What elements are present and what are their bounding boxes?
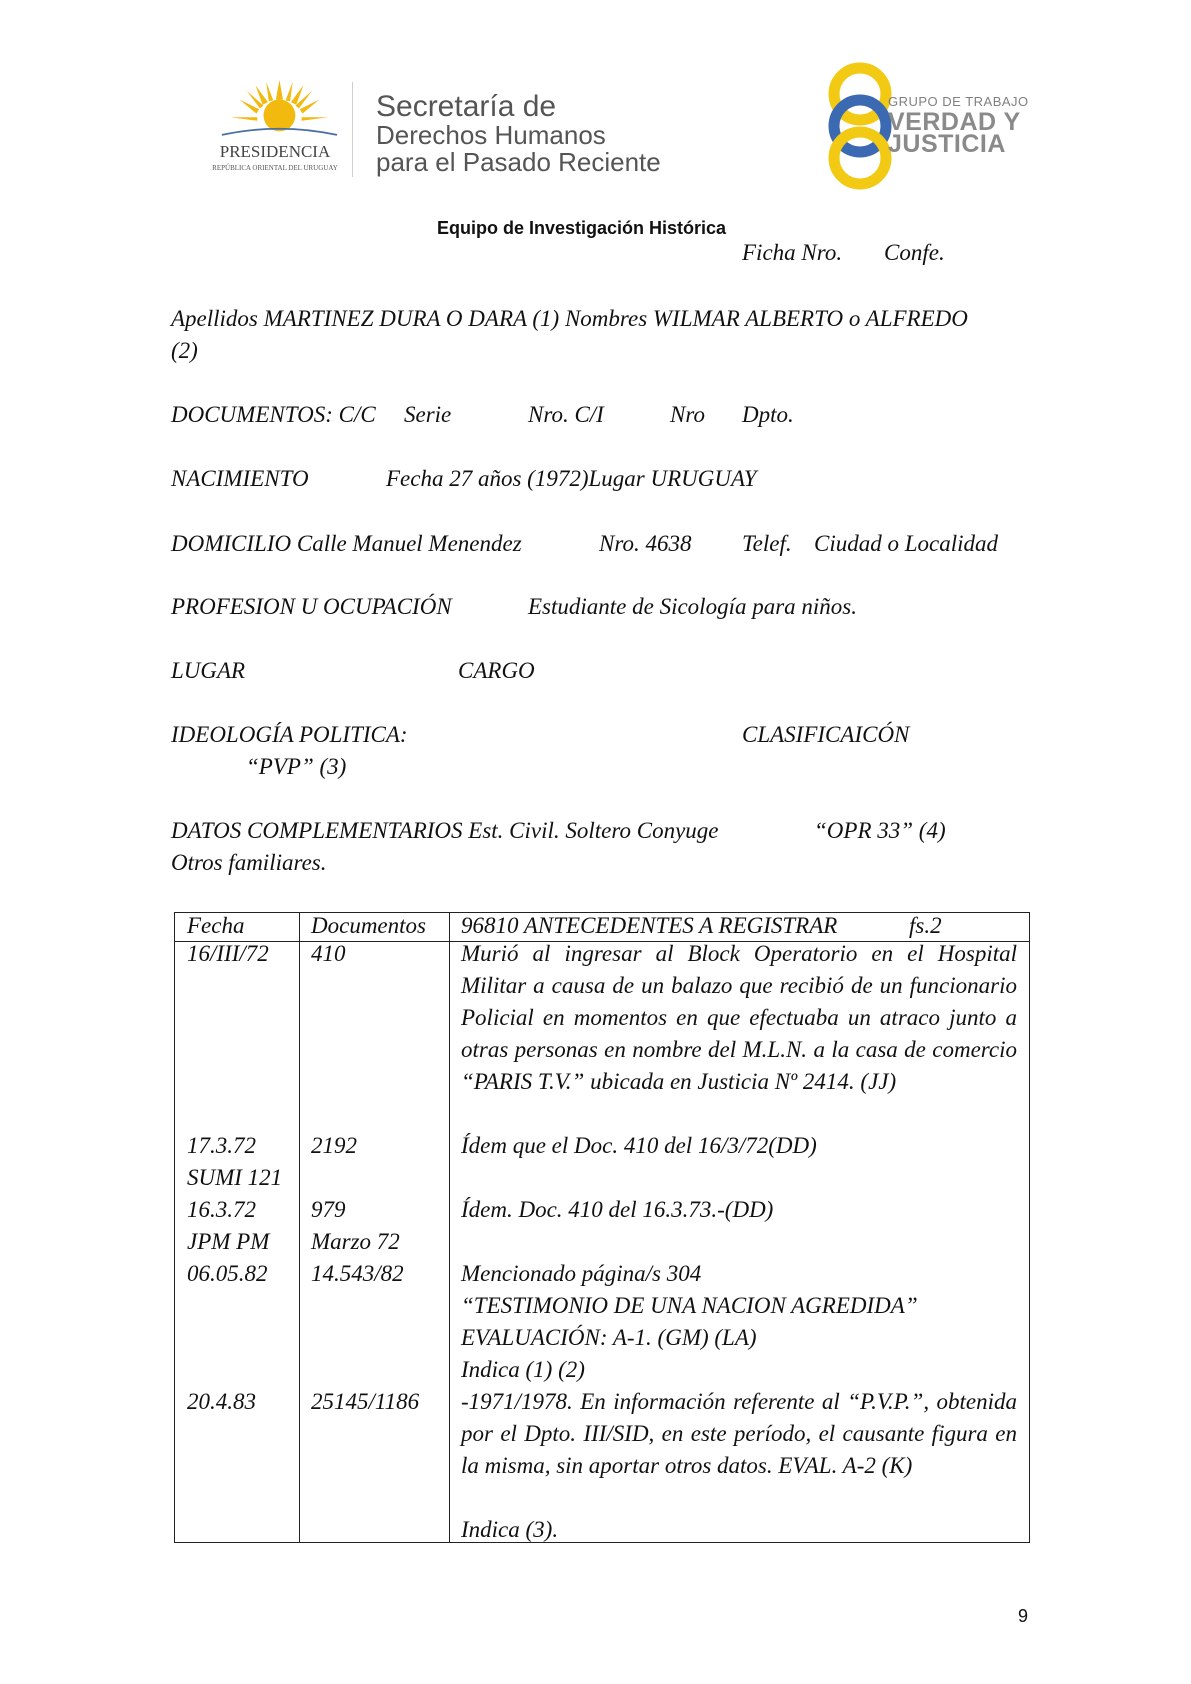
- logo-divider: [352, 82, 353, 177]
- header-documentos: Documentos: [311, 913, 426, 938]
- team-title: Equipo de Investigación Histórica: [437, 218, 727, 238]
- table-cell-doc: Marzo 72: [311, 1229, 400, 1254]
- complementarios-label: DATOS COMPLEMENTARIOS Est. Civil. Soltero Conyuge: [171, 818, 719, 843]
- page-number: 9: [1018, 1606, 1029, 1626]
- nro-ci-label: Nro. C/I: [528, 402, 604, 427]
- table-cell-desc: Ídem. Doc. 410 del 16.3.73.-(DD): [461, 1197, 774, 1222]
- profesion-label: PROFESION U OCUPACIÓN: [171, 594, 452, 619]
- grupo-line-2: VERDAD Y: [888, 108, 1021, 136]
- table-cell-fecha: JPM PM: [187, 1229, 270, 1254]
- secretaria-line-3: para el Pasado Reciente: [376, 147, 661, 177]
- documentos-label: DOCUMENTOS: C/C: [171, 402, 376, 427]
- telef-label: Telef.: [742, 531, 792, 556]
- nro-label: Nro: [670, 402, 705, 427]
- table-cell-desc: -1971/1978. En información referente al “P.V.P.”, obtenida por el Dpto. III/SID, en este período, el causante figura en la misma, sin aportar otros datos. EVAL. A-2 (K): [461, 1389, 1017, 1478]
- ficha-confe-label: Confe.: [884, 240, 945, 265]
- antecedentes-table: [174, 912, 1030, 1543]
- table-cell-doc: 410: [311, 941, 346, 966]
- column-divider: [449, 913, 450, 1542]
- table-cell-desc: Ídem que el Doc. 410 del 16/3/72(DD): [461, 1133, 817, 1158]
- header-fs: fs.2: [909, 913, 942, 938]
- presidencia-wordmark: PRESIDENCIA: [219, 142, 331, 161]
- table-cell-desc: EVALUACIÓN: A-1. (GM) (LA): [461, 1325, 757, 1350]
- apellidos-line-2: (2): [171, 338, 198, 363]
- clasificacion-label: CLASIFICAICÓN: [742, 722, 910, 747]
- dpto-label: Dpto.: [742, 402, 794, 427]
- table-cell-desc: Murió al ingresar al Block Operatorio en el Hospital Militar a causa de un balazo que recibió de un funcionario Policial en momentos en que efectuaba un atraco junto a otras personas en nombre del M.L.N. a la casa de comercio “PARIS T.V.” ubicada en Justicia Nº 2414. (JJ): [461, 941, 1017, 1094]
- grupo-line-1: GRUPO DE TRABAJO: [888, 94, 1029, 109]
- table-cell-fecha: 16/III/72: [187, 941, 269, 966]
- presidencia-logo: [200, 78, 350, 178]
- header-antecedentes: 96810 ANTECEDENTES A REGISTRAR: [461, 913, 838, 938]
- table-cell-fecha: 20.4.83: [187, 1389, 256, 1414]
- table-cell-fecha: 17.3.72: [187, 1133, 256, 1158]
- cargo-label: CARGO: [458, 658, 535, 683]
- table-cell-doc: 25145/1186: [311, 1389, 420, 1414]
- opr-value: “OPR 33” (4): [814, 818, 946, 843]
- header-fecha: Fecha: [187, 913, 245, 938]
- lugar-label: LUGAR: [171, 658, 246, 683]
- apellidos-line-1: Apellidos MARTINEZ DURA O DARA (1) Nombres WILMAR ALBERTO o ALFREDO: [171, 306, 968, 331]
- table-cell-doc: 14.543/82: [311, 1261, 404, 1286]
- nacimiento-value: Fecha 27 años (1972)Lugar URUGUAY: [386, 466, 757, 491]
- table-cell-desc: Mencionado página/s 304: [461, 1261, 702, 1286]
- ideologia-value: “PVP” (3): [246, 754, 347, 779]
- table-cell-fecha: SUMI 121: [187, 1165, 283, 1190]
- column-divider: [299, 913, 300, 1542]
- presidencia-subtitle: REPÚBLICA ORIENTAL DEL URUGUAY: [212, 164, 338, 172]
- table-cell-doc: 979: [311, 1197, 346, 1222]
- table-cell-desc: Indica (1) (2): [461, 1357, 585, 1382]
- nacimiento-label: NACIMIENTO: [171, 466, 309, 491]
- secretaria-line-2: Derechos Humanos: [376, 120, 606, 150]
- ficha-nro-label: Ficha Nro.: [742, 240, 843, 265]
- grupo-line-3: JUSTICIA: [888, 130, 1006, 158]
- ideologia-label: IDEOLOGÍA POLITICA:: [171, 722, 408, 747]
- domicilio-label: DOMICILIO Calle Manuel Menendez: [171, 531, 522, 556]
- table-cell-fecha: 06.05.82: [187, 1261, 268, 1286]
- domicilio-nro: Nro. 4638: [599, 531, 692, 556]
- serie-label: Serie: [404, 402, 452, 427]
- ciudad-label: Ciudad o Localidad: [814, 531, 999, 556]
- profesion-value: Estudiante de Sicología para niños.: [528, 594, 858, 619]
- table-cell-doc: 2192: [311, 1133, 357, 1158]
- secretaria-line-1: Secretaría de: [376, 90, 557, 123]
- table-cell-desc: Indica (3).: [461, 1517, 559, 1542]
- table-cell-desc: “TESTIMONIO DE UNA NACION AGREDIDA”: [461, 1293, 918, 1318]
- table-cell-fecha: 16.3.72: [187, 1197, 256, 1222]
- sun-icon: [200, 80, 350, 142]
- otros-familiares-label: Otros familiares.: [171, 850, 327, 875]
